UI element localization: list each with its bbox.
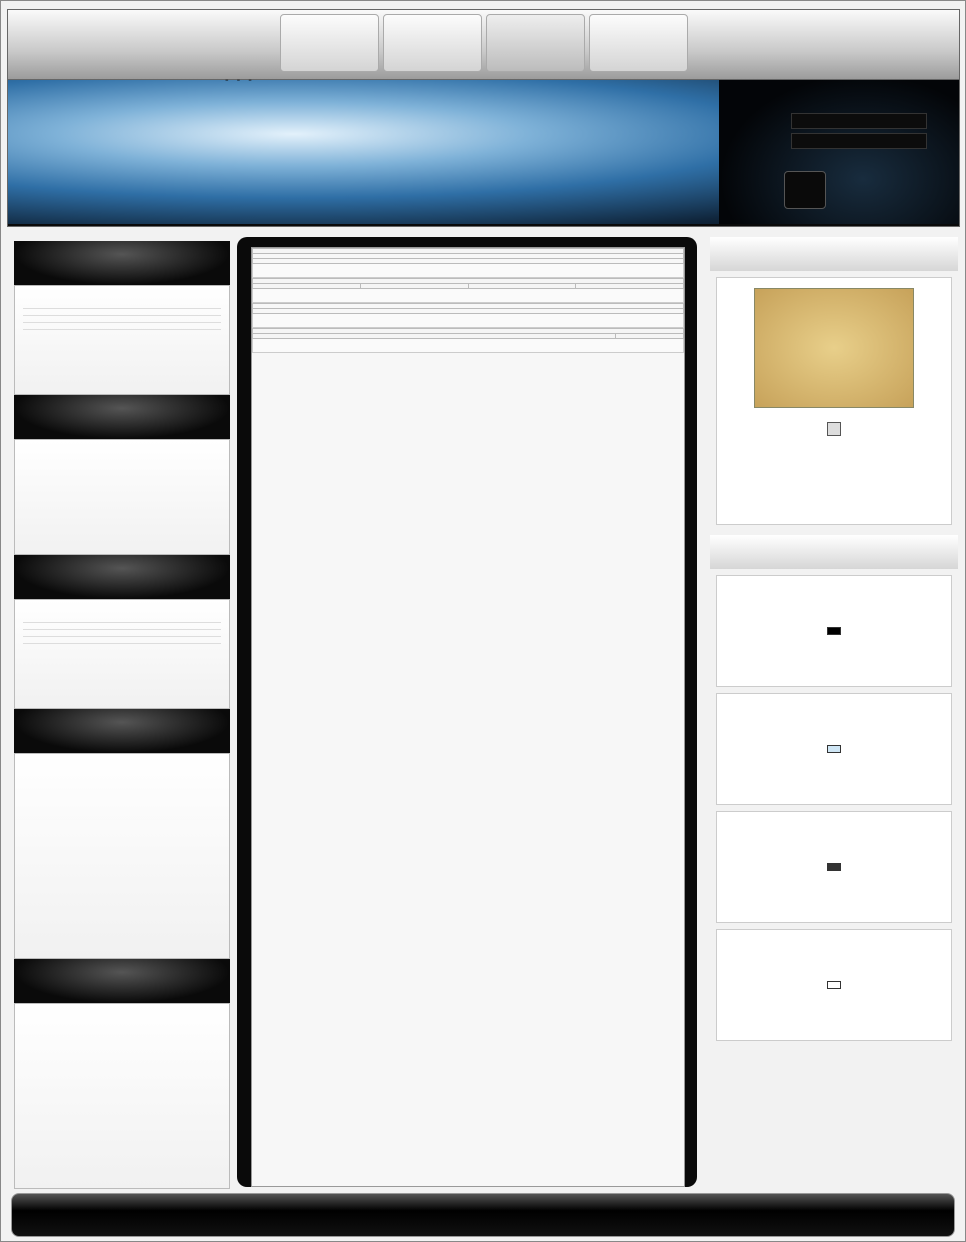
cs-icon (827, 422, 841, 436)
center-frame (237, 237, 697, 1187)
serverstatus-heading (710, 237, 958, 271)
news-item[interactable] (23, 302, 221, 309)
nav-main[interactable] (280, 14, 379, 72)
right-column (710, 237, 958, 1187)
stats-heading (14, 959, 230, 1003)
threads-list (14, 599, 230, 709)
thread-item[interactable] (23, 616, 221, 623)
password-input[interactable] (791, 133, 927, 149)
server-status-box (716, 277, 952, 525)
top-poster-table (252, 328, 684, 353)
username-input[interactable] (791, 113, 927, 129)
sponsor-played[interactable] (716, 693, 952, 805)
go-button[interactable] (784, 171, 826, 209)
news-item[interactable] (23, 309, 221, 316)
main-forum-table (252, 278, 684, 303)
poll-body (14, 753, 230, 959)
sponsor-codeking[interactable] (716, 575, 952, 687)
nav-server[interactable] (486, 14, 585, 72)
poll-question (15, 762, 229, 776)
nav-clan[interactable] (383, 14, 482, 72)
map-picture (754, 288, 914, 408)
forum-summary-table (252, 248, 684, 278)
left-column (14, 241, 230, 1187)
sponsor-tarifprofi[interactable] (716, 929, 952, 1041)
online-table (252, 303, 684, 328)
sub-nav: - - - (225, 75, 252, 86)
server-game (721, 422, 947, 436)
wars-heading (14, 395, 230, 439)
news-item[interactable] (23, 323, 221, 330)
thread-item[interactable] (23, 623, 221, 630)
forum-panel (251, 247, 685, 1187)
thread-item[interactable] (23, 630, 221, 637)
main-nav (280, 14, 688, 72)
wars-list (14, 439, 230, 555)
threads-heading (14, 555, 230, 599)
nav-misc[interactable] (589, 14, 688, 72)
stats-body (14, 1003, 230, 1189)
news-heading (14, 241, 230, 285)
poll-heading (14, 709, 230, 753)
login-form (791, 113, 927, 153)
news-list (14, 285, 230, 395)
sponsors-heading (710, 535, 958, 569)
footer-bar (11, 1193, 955, 1237)
sponsor-mgs[interactable] (716, 811, 952, 923)
thread-item[interactable] (23, 637, 221, 644)
news-item[interactable] (23, 316, 221, 323)
